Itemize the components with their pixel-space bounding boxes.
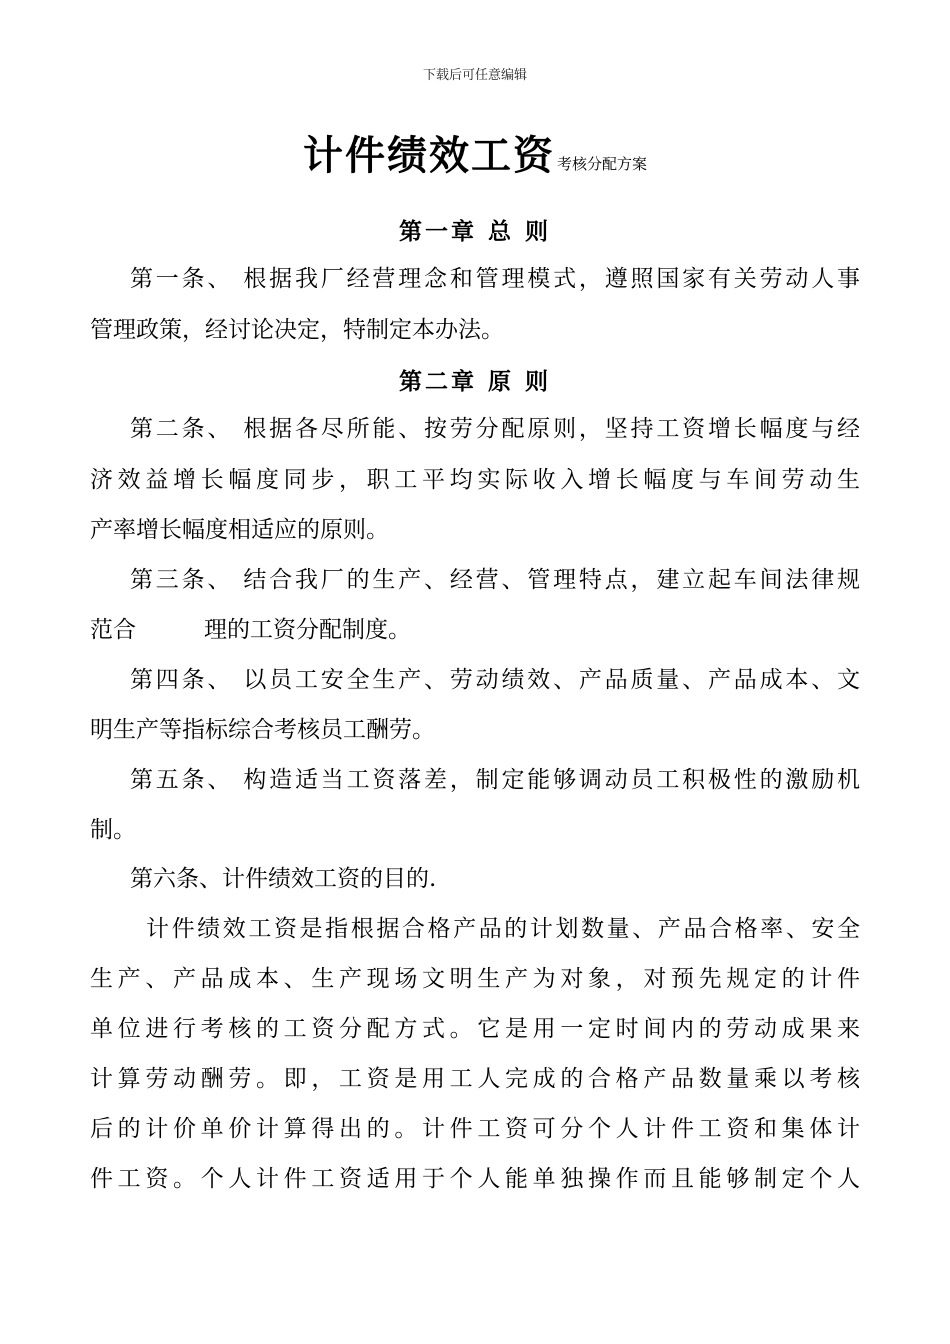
paragraph-line: 生产、产品成本、生产现场文明生产为对象，对预先规定的计件 (90, 966, 860, 992)
paragraph-line: 第二条、 根据各尽所能、按劳分配原则，坚持工资增长幅度与经 (130, 416, 860, 442)
paragraph-line: 计算劳动酬劳。即，工资是用工人完成的合格产品数量乘以考核 (90, 1066, 860, 1092)
paragraph-line: 济效益增长幅度同步，职工平均实际收入增长幅度与车间劳动生 (90, 467, 860, 493)
paragraph-line: 单位进行考核的工资分配方式。它是用一定时间内的劳动成果来 (90, 1016, 860, 1042)
paragraph-line: 产率增长幅度相适应的原则。 (90, 517, 389, 543)
paragraph-line: 第五条、 构造适当工资落差，制定能够调动员工积极性的激励机 (130, 767, 860, 793)
paragraph-line: 管理政策，经讨论决定，特制定本办法。 (90, 317, 504, 343)
chapter-heading-2: 第二章 原 则 (398, 368, 551, 395)
chapter-heading-1: 第一章 总 则 (398, 218, 551, 245)
paragraph-line: 第三条、 结合我厂的生产、经营、管理特点，建立起车间法律规 (130, 567, 860, 593)
paragraph-text: 范合 (90, 617, 136, 643)
paragraph-line: 明生产等指标综合考核员工酬劳。 (90, 717, 435, 743)
paragraph-text: 理的工资分配制度。 (204, 617, 411, 643)
paragraph-line: 件工资。个人计件工资适用于个人能单独操作而且能够制定个人 (90, 1166, 860, 1192)
paragraph-line: 制。 (90, 817, 136, 843)
document-title (0, 124, 950, 181)
paragraph-line: 后的计价单价计算得出的。计件工资可分个人计件工资和集体计 (90, 1116, 860, 1142)
header-note: 下载后可任意编辑 (422, 68, 527, 83)
paragraph-line (90, 615, 860, 645)
title-subtitle: 考核分配方案 (556, 155, 647, 173)
paragraph-line: 第一条、 根据我厂经营理念和管理模式，遵照国家有关劳动人事 (130, 266, 860, 292)
title-main: 计件绩效工资 (302, 132, 555, 179)
paragraph-line: 计件绩效工资是指根据合格产品的计划数量、产品合格率、安全 (146, 916, 860, 942)
paragraph-line: 第四条、 以员工安全生产、劳动绩效、产品质量、产品成本、文 (130, 667, 860, 693)
paragraph-line: 第六条、计件绩效工资的目的. (130, 866, 437, 892)
